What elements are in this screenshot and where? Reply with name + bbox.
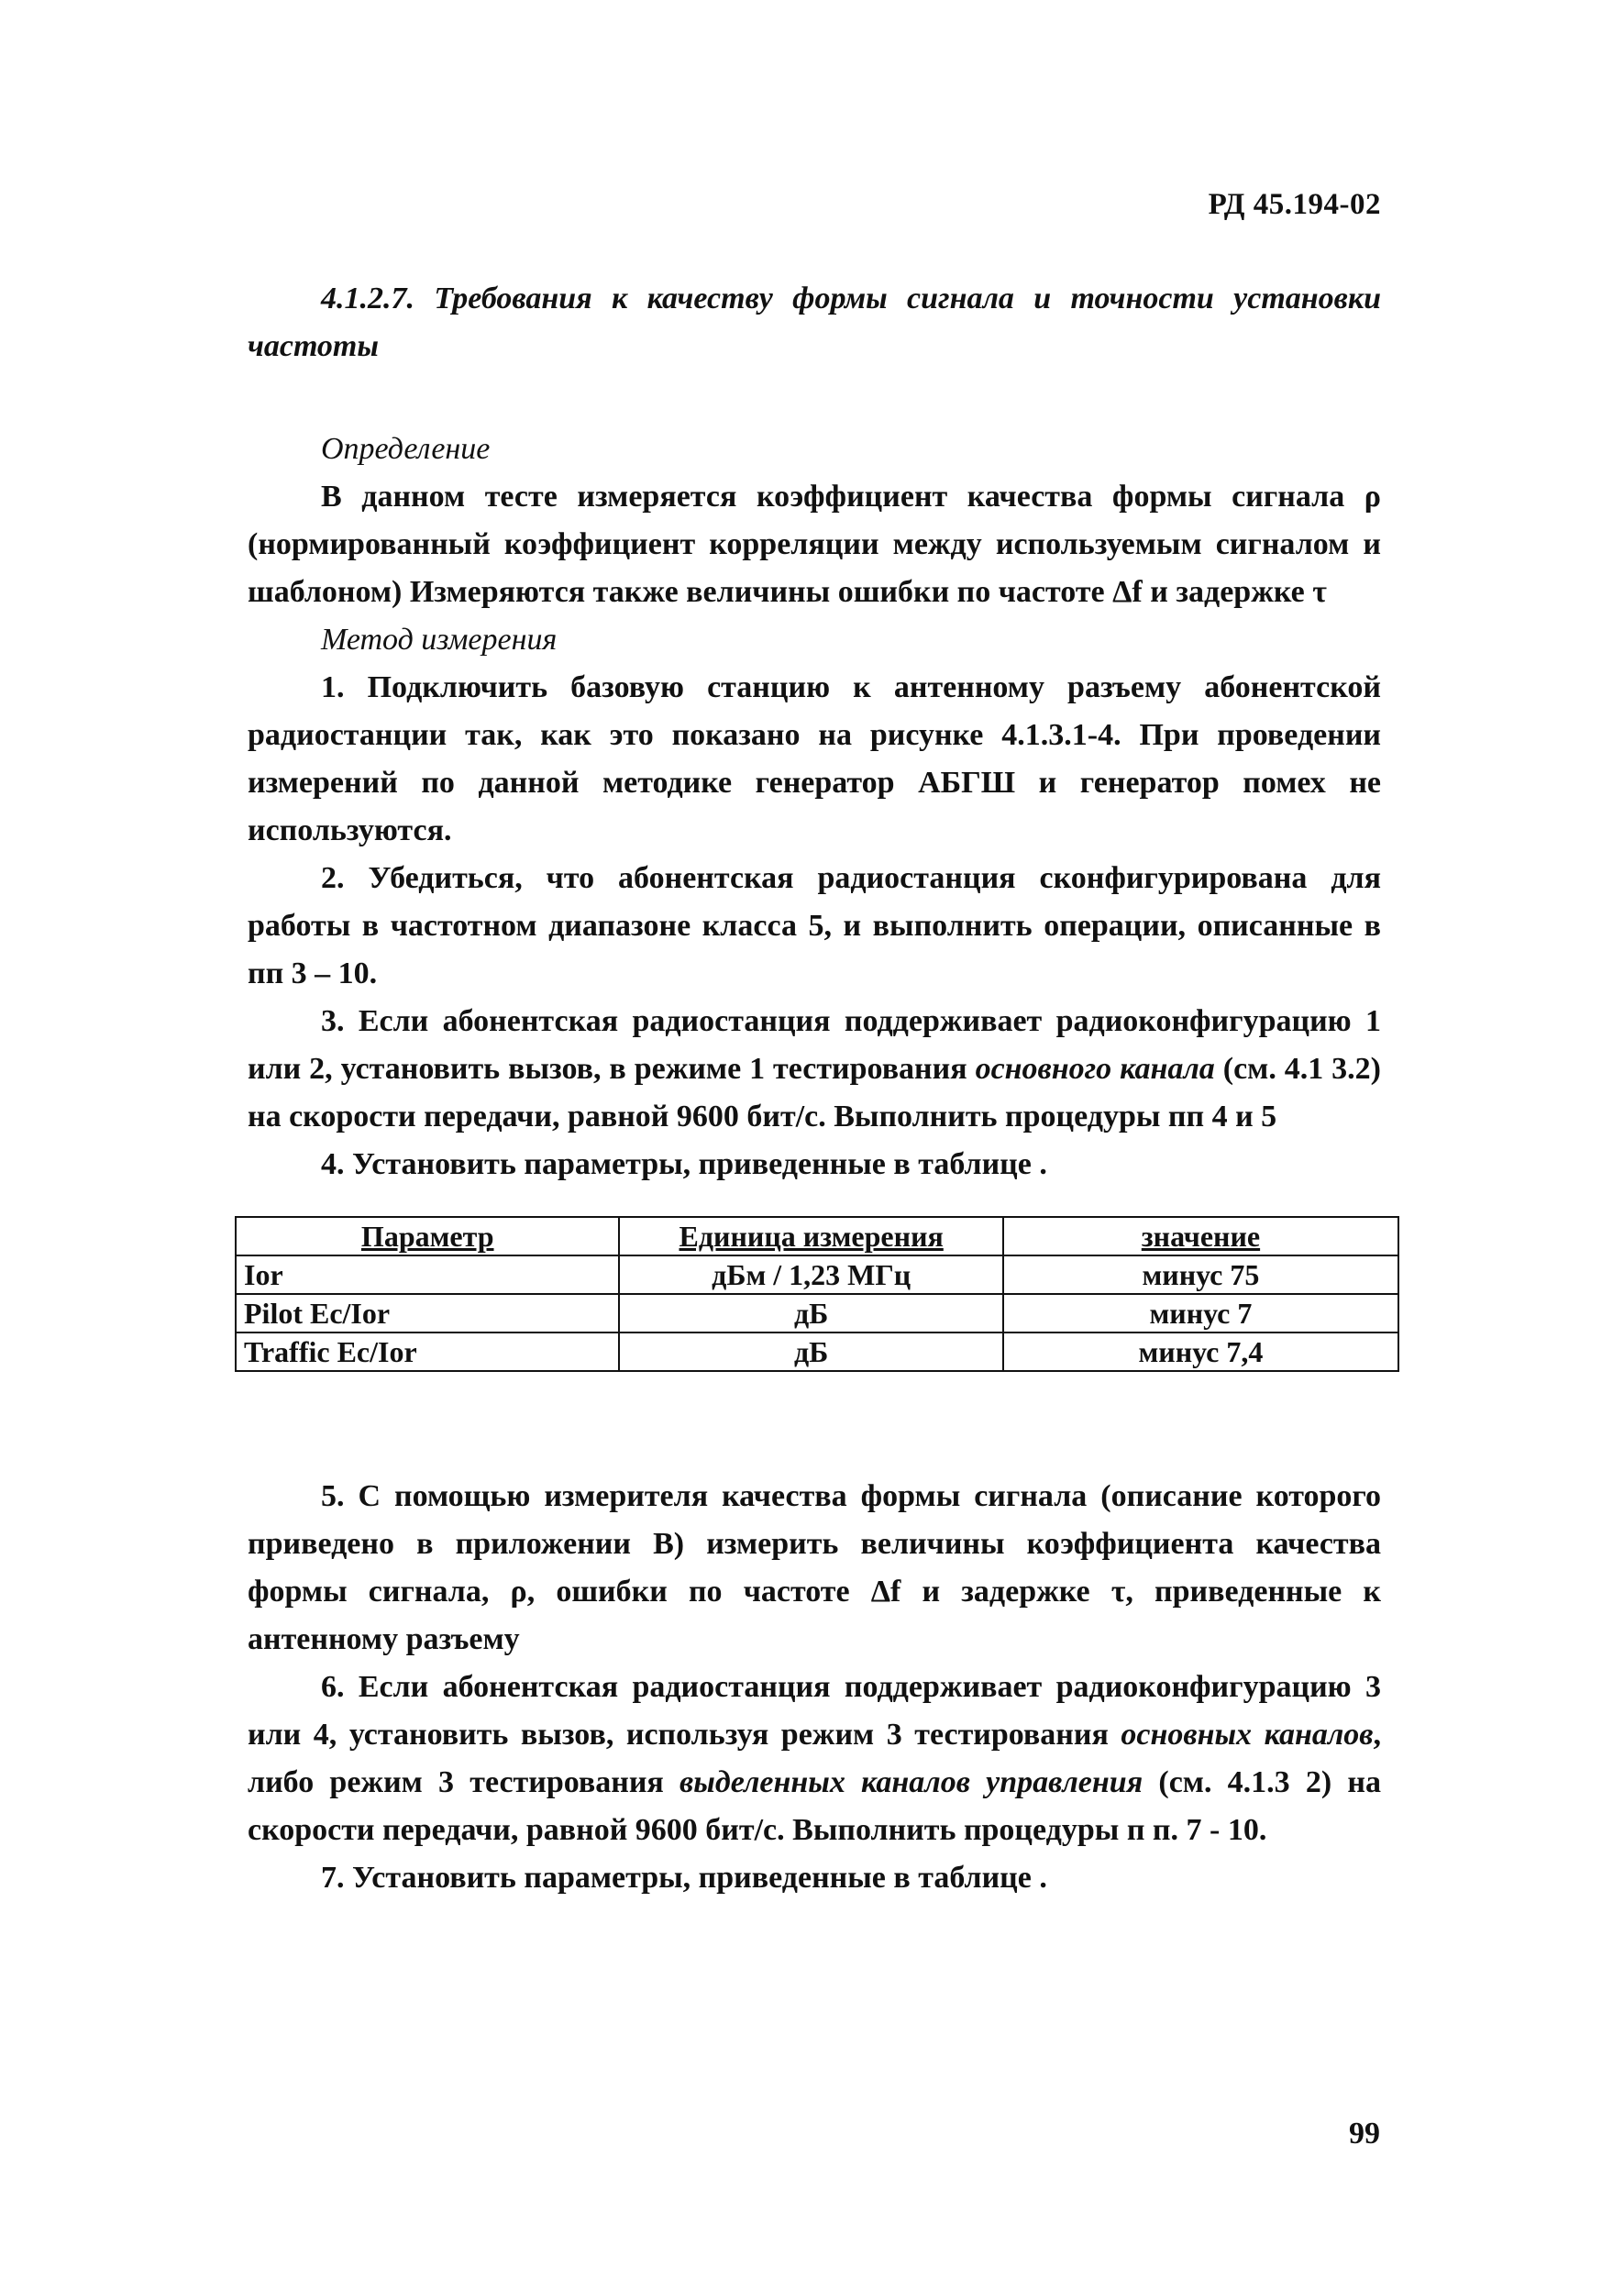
table-row	[236, 1294, 1398, 1332]
definition-text: В данном тесте измеряется коэффициент качества формы сигнала ρ (нормированный коэффициент корреляции между используемым сигналом и шаблоном) Измеряются также величины ошибки по частоте Δf и задержке τ	[248, 480, 1381, 609]
step-6-text-b: , либо режим 3 тестирования	[248, 1718, 1381, 1799]
table-header-cell: Единица измерения	[619, 1217, 1002, 1255]
method-step-3	[248, 998, 1381, 1141]
table-cell: дБ	[619, 1332, 1002, 1371]
table-cell: минус 75	[1003, 1255, 1398, 1294]
step-3-text-a: 3. Если абонентская радиостанция поддерживает радиоконфигурацию 1 или 2, установить вызов, в режиме 1 тестирования	[248, 1004, 1381, 1086]
step-6-text-c: (см. 4.1.3 2) на скорости передачи, равной 9600 бит/с. Выполнить процедуры п п. 7 - 10.	[248, 1765, 1381, 1847]
table-header-cell: Параметр	[236, 1217, 619, 1255]
page-content	[244, 275, 1382, 1902]
step-3-text-b: (см. 4.1 3.2) на скорости передачи, равной 9600 бит/с. Выполнить процедуры пп 4 и 5	[248, 1052, 1382, 1133]
table-cell: минус 7,4	[1003, 1332, 1398, 1371]
section-title: 4.1.2.7. Требования к качеству формы сигнала и точности установки частоты	[248, 282, 1381, 363]
method-step-2: 2. Убедиться, что абонентская радиостанция сконфигурирована для работы в частотном диапазоне класса 5, и выполнить операции, описанные в пп 3 – 10.	[248, 861, 1381, 990]
table-header-cell: значение	[1003, 1217, 1398, 1255]
method-step-1: 1. Подключить базовую станцию к антенному разъему абонентской радиостанции так, как это показано на рисунке 4.1.3.1-4. При проведении измерений по данной методике генератор АБГШ и генератор помех не используются.	[248, 670, 1381, 847]
method-step-7: 7. Установить параметры, приведенные в таблице .	[321, 1861, 1047, 1895]
step-6-emphasis-2: выделенных каналов управления	[679, 1765, 1143, 1799]
method-step-5: 5. С помощью измерителя качества формы сигнала (описание которого приведено в приложении В) измерить величины коэффициента качества формы сигнала, ρ, ошибки по частоте Δf и задержке τ, приведенные к антенному разъему	[248, 1479, 1381, 1656]
method-step-4: 4. Установить параметры, приведенные в таблице .	[321, 1147, 1047, 1181]
method-step-6	[248, 1664, 1381, 1854]
table-cell: дБ	[619, 1294, 1002, 1332]
step-6-emphasis-1: основных каналов	[1121, 1718, 1374, 1752]
page-number: 99	[1349, 2117, 1380, 2151]
table-row	[236, 1332, 1398, 1371]
table-cell: Traffic Ec/Ior	[236, 1332, 619, 1371]
table-cell: минус 7	[1003, 1294, 1398, 1332]
table-cell: дБм / 1,23 МГц	[619, 1255, 1002, 1294]
method-heading: Метод измерения	[321, 623, 558, 657]
step-6-text-a: 6. Если абонентская радиостанция поддерживает радиоконфигурацию 3 или 4, установить вызов, используя режим 3 тестирования	[248, 1670, 1381, 1752]
table-row	[236, 1255, 1398, 1294]
step-3-emphasis: основного канала	[975, 1052, 1215, 1086]
table-cell: Ior	[236, 1255, 619, 1294]
table-cell: Pilot Ec/Ior	[236, 1294, 619, 1332]
document-code: РД 45.194-02	[1208, 188, 1381, 221]
parameters-table	[235, 1216, 1399, 1372]
table-header-row	[236, 1217, 1398, 1255]
definition-heading: Определение	[321, 432, 491, 466]
